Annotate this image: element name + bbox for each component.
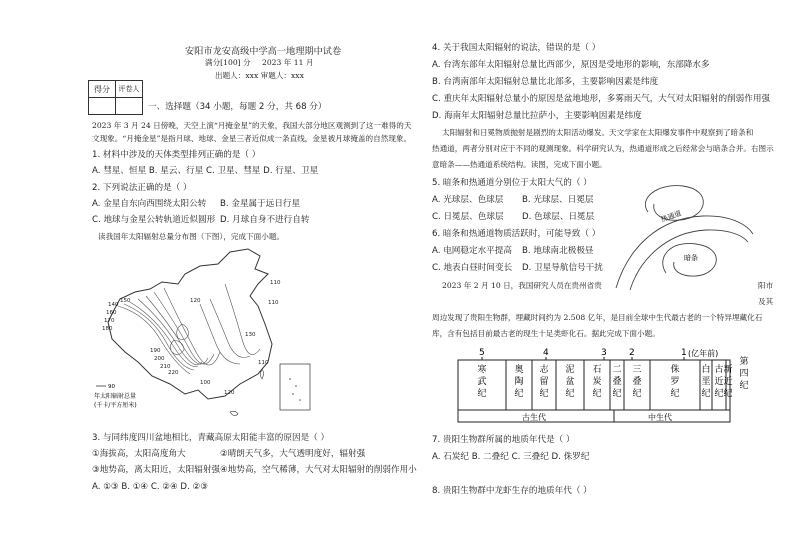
score-cell[interactable]	[89, 98, 116, 115]
legend-title: 年太阳辐射总量	[94, 393, 137, 400]
grader-cell-label: 评卷人	[116, 81, 143, 98]
question-6-option-b: B. 地球南北极极昼	[522, 246, 594, 256]
question-6: 6. 暗条和热通道物质活跃时，可能导致（ ）	[432, 229, 601, 239]
map-label: 190	[150, 348, 161, 354]
author-line: 出题人：xxx 审题人：xxx	[215, 71, 304, 80]
question-1-options: A. 彗星、恒星 B. 星云、行星 C. 卫星、彗星 D. 行星、卫星	[92, 166, 319, 176]
timeline-tick-label: 3	[601, 348, 607, 358]
south-sea-islands	[289, 378, 301, 401]
passage-2-line-3: 意暗条——热通道系统结构。读图，完成下面小题。	[432, 160, 607, 169]
map-label: 170	[104, 318, 115, 324]
full-score: 满分[100] 分	[205, 58, 251, 67]
question-3-statement-4: ④地势高，空气稀薄，大气对太阳辐射的削弱作用小	[220, 465, 417, 475]
hot-channel-label: 热通道	[659, 209, 683, 224]
era-mesozoic: 中生代	[648, 413, 672, 422]
legend-value: 90	[108, 384, 115, 390]
question-1: 1. 材料中涉及的天体类型排列正确的是（ ）	[92, 150, 261, 160]
passage-3-line-1: 2023 年 2 月 10 日，我国研究人员在贵州省贵	[442, 281, 602, 290]
question-4: 4. 关于我国太阳辐射的说法，错误的是（ ）	[432, 43, 601, 53]
map-label: 110	[270, 280, 281, 286]
question-2-option-d: D. 月球自身不进行自转	[220, 215, 310, 225]
passage-3-line-3: 库，含有包括目前最古老的现生十足类虾化石。据此完成下面小题。	[432, 329, 660, 338]
question-2-option-c: C. 地球与金星公转轨道近似圆形	[92, 215, 216, 225]
score-cell-label: 得分	[89, 81, 116, 98]
map-label: 110	[268, 300, 279, 306]
period-label: 志留纪	[539, 365, 549, 399]
period-label: 寒武纪	[477, 365, 487, 399]
question-3: 3. 与同纬度四川盆地相比，青藏高原太阳能丰富的原因是（ ）	[92, 433, 330, 443]
south-sea-inset	[280, 364, 310, 410]
question-7: 7. 贵阳生物群所属的地质年代是（ ）	[432, 435, 575, 445]
passage-2-line-2: 热通道，两者分别对应于不同的观测现象。科学研究认为，热通道形成之后经常会与暗条合并。右图示	[432, 144, 774, 153]
map-label: 140	[108, 302, 119, 308]
period-label: 奥陶纪	[514, 365, 524, 399]
question-6-option-c: C. 地表白昼时间变长	[432, 263, 513, 273]
question-6-option-d: D. 卫星导航信号干扰	[522, 263, 603, 273]
question-8: 8. 贵阳生物群中龙虾生存的地质年代（ ）	[432, 486, 592, 496]
timeline-tick-label: 5	[479, 348, 485, 358]
period-label: 古近纪	[714, 365, 724, 399]
question-5-option-a: A. 光球层、色球层	[432, 195, 504, 205]
question-4-option-b: B. 台湾南部年太阳辐射总量比北部多，主要影响因素是纬度	[432, 77, 659, 87]
solar-radiation-map	[90, 244, 330, 430]
question-3-statement-3: ③地势高，离太阳近，太阳辐射强	[92, 465, 221, 475]
question-5-option-d: D. 色球层、日冕层	[522, 212, 595, 222]
passage-3-line-2: 周边发现了贵阳生物群，埋藏时间约为 2.508 亿年，是目前全球中生代最古老的一个特异埋藏化石	[432, 313, 763, 322]
question-4-option-a: A. 台湾东部年太阳辐射总量比西部少，原因是受地形的影响，东部降水多	[432, 60, 710, 70]
question-2: 2. 下列说法正确的是（ ）	[92, 183, 192, 193]
period-label: 三叠纪	[632, 365, 642, 399]
map-label: 150	[120, 298, 131, 304]
period-label: 新近纪	[723, 365, 733, 399]
period-label: 第四纪	[739, 357, 749, 391]
map-label: 180	[102, 326, 113, 332]
map-label: 200	[154, 356, 165, 362]
question-6-option-a: A. 电网稳定水平提高	[432, 246, 512, 256]
era-paleozoic: 古生代	[522, 413, 546, 422]
map-label: 130	[245, 332, 256, 338]
legend-unit: (千卡/平方厘米)	[94, 402, 137, 409]
dark-strip-label: 暗条	[684, 254, 698, 262]
period-label: 石炭纪	[592, 365, 602, 399]
hot-channel-diagram	[608, 178, 758, 296]
china-outline	[108, 249, 272, 399]
period-label: 泥盆纪	[565, 365, 575, 399]
exam-date: 2023 年 11 月	[262, 58, 314, 67]
hainan-island	[230, 411, 238, 415]
question-2-option-a: A. 金星自东向西围绕太阳公转	[92, 199, 207, 209]
timeline-tick-label: 1	[681, 348, 687, 358]
map-label: 220	[168, 370, 179, 376]
question-4-option-d: D. 海南年太阳辐射总量比拉萨小，主要影响因素是纬度	[432, 111, 642, 121]
period-label: 二叠纪	[612, 365, 622, 399]
question-5-option-b: B. 光球层、日冕层	[522, 195, 594, 205]
map-label: 120	[224, 390, 235, 396]
timeline-tick-label: 2	[629, 348, 635, 358]
map-label: 100	[200, 380, 211, 386]
map-label: 110	[258, 360, 269, 366]
question-3-statement-2: ②晴朗天气多，大气透明度好，辐射强	[220, 449, 366, 459]
timeline-unit: (亿年前)	[688, 349, 719, 358]
period-label: 白垩纪	[701, 365, 711, 399]
grader-cell[interactable]	[116, 98, 143, 115]
map-label: 120	[190, 298, 201, 304]
intro-line-2: 文现象。“月掩金星”是指月球、地球、金星三者近似成一条直线，金星被月球掩盖的自然现象。	[92, 134, 412, 143]
question-3-statement-1: ①海拔高，太阳高度角大	[92, 449, 186, 459]
isolines	[118, 284, 260, 374]
question-5-option-c: C. 日冕层、色球层	[432, 212, 504, 222]
isoline-labels	[102, 280, 281, 396]
map-intro: 读我国年太阳辐射总量分布图（下图），完成下面小题。	[98, 232, 285, 241]
intro-line-1: 2023 年 3 月 24 日傍晚，天空上演“月掩金星”的天象，我国大部分地区观测到了这一难得的天	[92, 121, 412, 130]
question-5: 5. 暗条和热通道分别位于太阳大气的（ ）	[432, 178, 592, 188]
period-label: 侏罗纪	[670, 365, 680, 399]
map-label: 160	[106, 310, 117, 316]
paper-title: 安阳市龙安高级中学高一地理期中试卷	[185, 46, 342, 57]
question-2-option-b: B. 金星属于远日行星	[220, 199, 301, 209]
map-label: 210	[160, 364, 171, 370]
passage-3-line-1c: 及其	[758, 297, 774, 306]
geologic-timeline	[452, 344, 772, 426]
era-row	[458, 410, 730, 422]
score-table	[88, 80, 143, 115]
question-3-options: A. ①③ B. ①④ C. ②④ D. ②③	[92, 482, 208, 492]
question-7-options: A. 石炭纪 B. 二叠纪 C. 三叠纪 D. 侏罗纪	[432, 452, 590, 462]
timeline-tick-label: 4	[543, 348, 549, 358]
passage-2-line-1: 太阳辐射和日冕物质抛射是剧烈的太阳活动爆发。天文学家在太阳爆发事件中观察到了暗条和	[442, 128, 754, 137]
passage-3-line-1b: 阳市	[758, 281, 774, 290]
question-4-option-c: C. 重庆年太阳辐射总量小的原因是盆地地形，多雾雨天气，大气对太阳辐射的削弱作用强	[432, 94, 771, 104]
section-heading: 一、选择题（34 小题，每题 2 分，共 68 分）	[148, 102, 327, 112]
